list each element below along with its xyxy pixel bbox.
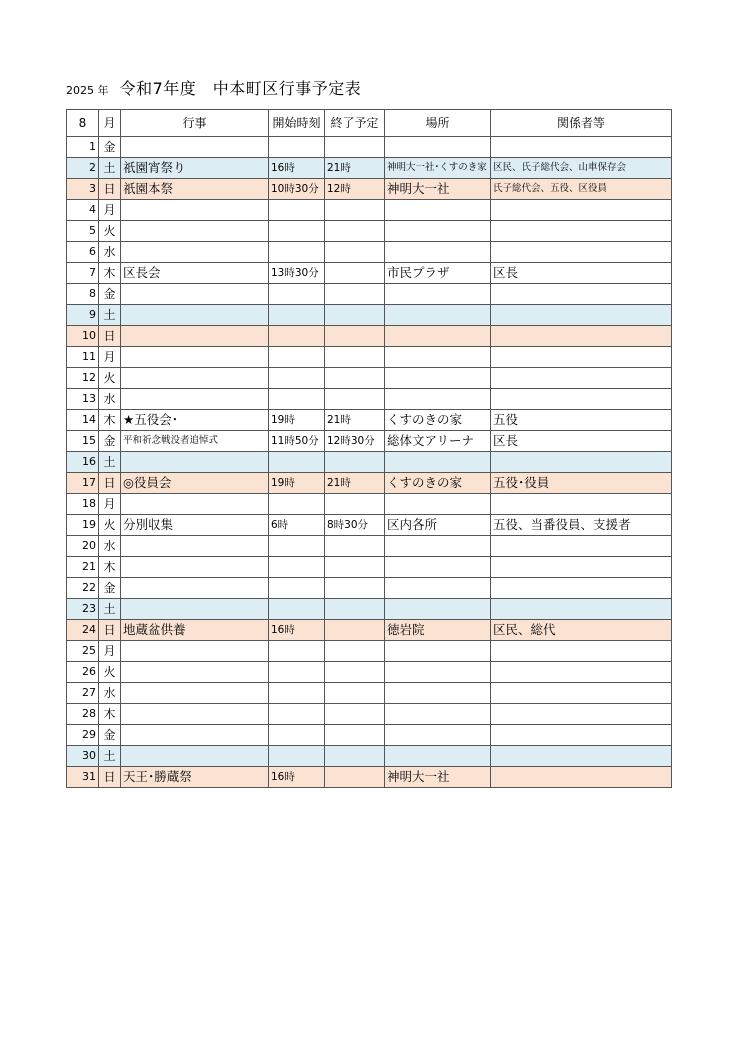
day-cell: 7 xyxy=(67,263,99,284)
table-row xyxy=(67,326,672,347)
place-cell xyxy=(385,347,491,368)
people-cell xyxy=(491,200,672,221)
people-cell: 区民、総代 xyxy=(491,620,672,641)
place-cell xyxy=(385,746,491,767)
day-cell: 10 xyxy=(67,326,99,347)
people-cell xyxy=(491,221,672,242)
start-time-cell xyxy=(269,389,325,410)
day-cell: 25 xyxy=(67,641,99,662)
weekday-cell: 月 xyxy=(99,347,121,368)
event-cell: 区長会 xyxy=(121,263,269,284)
weekday-cell: 金 xyxy=(99,137,121,158)
start-time-cell xyxy=(269,536,325,557)
day-cell: 5 xyxy=(67,221,99,242)
weekday-cell: 日 xyxy=(99,620,121,641)
people-cell xyxy=(491,368,672,389)
event-cell: ★五役会･ xyxy=(121,410,269,431)
event-cell xyxy=(121,578,269,599)
people-cell xyxy=(491,536,672,557)
place-cell xyxy=(385,725,491,746)
weekday-cell: 土 xyxy=(99,746,121,767)
event-cell xyxy=(121,746,269,767)
start-time-cell xyxy=(269,221,325,242)
people-cell xyxy=(491,599,672,620)
event-cell: 祇園本祭 xyxy=(121,179,269,200)
event-header: 行事 xyxy=(121,110,269,137)
place-cell xyxy=(385,452,491,473)
table-row xyxy=(67,683,672,704)
event-cell xyxy=(121,305,269,326)
day-cell: 28 xyxy=(67,704,99,725)
end-time-cell xyxy=(325,200,385,221)
end-time-cell: 21時 xyxy=(325,158,385,179)
start-time-cell xyxy=(269,725,325,746)
day-cell: 29 xyxy=(67,725,99,746)
weekday-cell: 月 xyxy=(99,200,121,221)
start-time-cell xyxy=(269,662,325,683)
event-cell: ◎役員会 xyxy=(121,473,269,494)
end-time-cell: 12時30分 xyxy=(325,431,385,452)
end-time-cell xyxy=(325,704,385,725)
table-row xyxy=(67,746,672,767)
end-time-cell xyxy=(325,578,385,599)
table-row xyxy=(67,431,672,452)
people-cell: 五役･役員 xyxy=(491,473,672,494)
place-cell: 神明大一社･くすのき家 xyxy=(385,158,491,179)
weekday-cell: 木 xyxy=(99,557,121,578)
weekday-cell: 水 xyxy=(99,242,121,263)
people-cell xyxy=(491,725,672,746)
day-cell: 26 xyxy=(67,662,99,683)
event-cell xyxy=(121,599,269,620)
weekday-cell: 日 xyxy=(99,179,121,200)
table-row xyxy=(67,200,672,221)
event-cell: 地蔵盆供養 xyxy=(121,620,269,641)
people-cell xyxy=(491,557,672,578)
event-cell: 祇園宵祭り xyxy=(121,158,269,179)
event-cell xyxy=(121,494,269,515)
weekday-cell: 木 xyxy=(99,410,121,431)
weekday-cell: 日 xyxy=(99,326,121,347)
end-time-cell xyxy=(325,557,385,578)
event-cell xyxy=(121,137,269,158)
end-time-cell xyxy=(325,767,385,788)
start-header: 開始時刻 xyxy=(269,110,325,137)
start-time-cell: 19時 xyxy=(269,473,325,494)
place-cell xyxy=(385,242,491,263)
start-time-cell xyxy=(269,137,325,158)
start-time-cell xyxy=(269,347,325,368)
end-time-cell xyxy=(325,368,385,389)
weekday-cell: 木 xyxy=(99,704,121,725)
table-row xyxy=(67,725,672,746)
weekday-cell: 日 xyxy=(99,473,121,494)
day-cell: 30 xyxy=(67,746,99,767)
day-cell: 9 xyxy=(67,305,99,326)
title-year: 2025 年 xyxy=(66,84,109,97)
day-cell: 4 xyxy=(67,200,99,221)
weekday-cell: 土 xyxy=(99,599,121,620)
weekday-cell: 土 xyxy=(99,452,121,473)
people-cell: 五役 xyxy=(491,410,672,431)
table-row xyxy=(67,179,672,200)
place-cell: 神明大一社 xyxy=(385,767,491,788)
table-row xyxy=(67,389,672,410)
place-cell xyxy=(385,326,491,347)
people-cell xyxy=(491,137,672,158)
people-cell xyxy=(491,704,672,725)
start-time-cell xyxy=(269,305,325,326)
table-row xyxy=(67,452,672,473)
table-row xyxy=(67,137,672,158)
place-cell xyxy=(385,494,491,515)
start-time-cell: 16時 xyxy=(269,620,325,641)
weekday-cell: 月 xyxy=(99,641,121,662)
end-time-cell xyxy=(325,494,385,515)
day-cell: 24 xyxy=(67,620,99,641)
day-cell: 23 xyxy=(67,599,99,620)
weekday-header: 月 xyxy=(99,110,121,137)
end-time-cell xyxy=(325,347,385,368)
end-time-cell xyxy=(325,137,385,158)
people-cell xyxy=(491,452,672,473)
end-time-cell xyxy=(325,221,385,242)
table-row xyxy=(67,557,672,578)
end-header: 終了予定 xyxy=(325,110,385,137)
weekday-cell: 火 xyxy=(99,368,121,389)
people-cell xyxy=(491,347,672,368)
people-cell xyxy=(491,389,672,410)
end-time-cell xyxy=(325,725,385,746)
weekday-cell: 月 xyxy=(99,494,121,515)
end-time-cell xyxy=(325,263,385,284)
weekday-cell: 金 xyxy=(99,431,121,452)
end-time-cell xyxy=(325,746,385,767)
end-time-cell xyxy=(325,662,385,683)
end-time-cell xyxy=(325,305,385,326)
people-cell: 区長 xyxy=(491,263,672,284)
event-cell xyxy=(121,641,269,662)
day-cell: 20 xyxy=(67,536,99,557)
people-cell: 区長 xyxy=(491,431,672,452)
table-row xyxy=(67,620,672,641)
place-cell: 総体文アリーナ xyxy=(385,431,491,452)
start-time-cell xyxy=(269,494,325,515)
people-cell: 五役、当番役員、支援者 xyxy=(491,515,672,536)
weekday-cell: 水 xyxy=(99,683,121,704)
event-cell xyxy=(121,704,269,725)
place-cell: 市民プラザ xyxy=(385,263,491,284)
people-cell xyxy=(491,242,672,263)
people-cell xyxy=(491,641,672,662)
people-cell xyxy=(491,326,672,347)
end-time-cell xyxy=(325,452,385,473)
day-cell: 8 xyxy=(67,284,99,305)
people-cell xyxy=(491,767,672,788)
day-cell: 31 xyxy=(67,767,99,788)
event-cell xyxy=(121,242,269,263)
table-row xyxy=(67,494,672,515)
weekday-cell: 水 xyxy=(99,536,121,557)
event-cell: 分別収集 xyxy=(121,515,269,536)
event-cell xyxy=(121,683,269,704)
end-time-cell: 12時 xyxy=(325,179,385,200)
day-cell: 2 xyxy=(67,158,99,179)
place-cell: くすのきの家 xyxy=(385,473,491,494)
event-cell xyxy=(121,368,269,389)
place-cell xyxy=(385,536,491,557)
start-time-cell: 19時 xyxy=(269,410,325,431)
day-cell: 12 xyxy=(67,368,99,389)
place-cell xyxy=(385,662,491,683)
event-cell xyxy=(121,200,269,221)
start-time-cell: 13時30分 xyxy=(269,263,325,284)
start-time-cell: 16時 xyxy=(269,767,325,788)
table-row xyxy=(67,641,672,662)
start-time-cell: 10時30分 xyxy=(269,179,325,200)
start-time-cell xyxy=(269,368,325,389)
day-cell: 27 xyxy=(67,683,99,704)
place-cell xyxy=(385,599,491,620)
table-row xyxy=(67,578,672,599)
place-cell: 神明大一社 xyxy=(385,179,491,200)
place-cell xyxy=(385,557,491,578)
day-cell: 22 xyxy=(67,578,99,599)
month-header: 8 xyxy=(67,110,99,137)
start-time-cell xyxy=(269,242,325,263)
day-cell: 11 xyxy=(67,347,99,368)
end-time-cell xyxy=(325,683,385,704)
event-cell xyxy=(121,662,269,683)
day-cell: 18 xyxy=(67,494,99,515)
event-cell xyxy=(121,725,269,746)
table-row xyxy=(67,515,672,536)
weekday-cell: 土 xyxy=(99,305,121,326)
table-row xyxy=(67,242,672,263)
document-title xyxy=(66,76,361,99)
table-row xyxy=(67,536,672,557)
place-cell xyxy=(385,704,491,725)
weekday-cell: 木 xyxy=(99,263,121,284)
table-row xyxy=(67,410,672,431)
table-row xyxy=(67,158,672,179)
start-time-cell xyxy=(269,683,325,704)
table-row xyxy=(67,221,672,242)
people-cell: 氏子総代会、五役、区役員 xyxy=(491,179,672,200)
weekday-cell: 火 xyxy=(99,662,121,683)
place-cell: くすのきの家 xyxy=(385,410,491,431)
event-cell xyxy=(121,221,269,242)
event-cell xyxy=(121,284,269,305)
event-cell xyxy=(121,452,269,473)
weekday-cell: 日 xyxy=(99,767,121,788)
event-cell: 天王･勝蔵祭 xyxy=(121,767,269,788)
event-cell xyxy=(121,347,269,368)
header-row xyxy=(67,110,672,137)
weekday-cell: 土 xyxy=(99,158,121,179)
table-row xyxy=(67,284,672,305)
end-time-cell xyxy=(325,284,385,305)
people-cell: 区民、氏子総代会、山車保存会 xyxy=(491,158,672,179)
day-cell: 15 xyxy=(67,431,99,452)
weekday-cell: 火 xyxy=(99,221,121,242)
start-time-cell: 6時 xyxy=(269,515,325,536)
day-cell: 21 xyxy=(67,557,99,578)
start-time-cell xyxy=(269,578,325,599)
start-time-cell xyxy=(269,704,325,725)
people-cell xyxy=(491,284,672,305)
day-cell: 13 xyxy=(67,389,99,410)
people-cell xyxy=(491,305,672,326)
title-main: 令和7年度 中本町区行事予定表 xyxy=(119,79,362,98)
people-cell xyxy=(491,746,672,767)
table-row xyxy=(67,704,672,725)
end-time-cell: 21時 xyxy=(325,410,385,431)
place-cell xyxy=(385,389,491,410)
end-time-cell xyxy=(325,389,385,410)
place-cell xyxy=(385,368,491,389)
place-cell xyxy=(385,578,491,599)
day-cell: 14 xyxy=(67,410,99,431)
place-header: 場所 xyxy=(385,110,491,137)
end-time-cell: 8時30分 xyxy=(325,515,385,536)
table-row xyxy=(67,263,672,284)
table-row xyxy=(67,305,672,326)
event-cell: 平和祈念戦没者追悼式 xyxy=(121,431,269,452)
weekday-cell: 金 xyxy=(99,578,121,599)
end-time-cell xyxy=(325,326,385,347)
start-time-cell xyxy=(269,326,325,347)
place-cell xyxy=(385,137,491,158)
people-cell xyxy=(491,578,672,599)
table-row xyxy=(67,368,672,389)
people-cell xyxy=(491,662,672,683)
start-time-cell xyxy=(269,452,325,473)
place-cell xyxy=(385,284,491,305)
start-time-cell xyxy=(269,284,325,305)
start-time-cell: 16時 xyxy=(269,158,325,179)
start-time-cell xyxy=(269,200,325,221)
weekday-cell: 金 xyxy=(99,725,121,746)
event-cell xyxy=(121,536,269,557)
event-cell xyxy=(121,389,269,410)
start-time-cell xyxy=(269,599,325,620)
start-time-cell xyxy=(269,557,325,578)
place-cell: 徳岩院 xyxy=(385,620,491,641)
place-cell xyxy=(385,200,491,221)
event-cell xyxy=(121,557,269,578)
place-cell xyxy=(385,641,491,662)
weekday-cell: 水 xyxy=(99,389,121,410)
day-cell: 17 xyxy=(67,473,99,494)
end-time-cell xyxy=(325,620,385,641)
place-cell xyxy=(385,221,491,242)
table-row xyxy=(67,767,672,788)
weekday-cell: 金 xyxy=(99,284,121,305)
event-cell xyxy=(121,326,269,347)
table-row xyxy=(67,599,672,620)
end-time-cell: 21時 xyxy=(325,473,385,494)
people-cell xyxy=(491,683,672,704)
start-time-cell: 11時50分 xyxy=(269,431,325,452)
start-time-cell xyxy=(269,746,325,767)
end-time-cell xyxy=(325,536,385,557)
day-cell: 3 xyxy=(67,179,99,200)
end-time-cell xyxy=(325,242,385,263)
table-row xyxy=(67,347,672,368)
day-cell: 1 xyxy=(67,137,99,158)
day-cell: 16 xyxy=(67,452,99,473)
people-header: 関係者等 xyxy=(491,110,672,137)
start-time-cell xyxy=(269,641,325,662)
weekday-cell: 火 xyxy=(99,515,121,536)
schedule-table xyxy=(66,109,672,788)
table-row xyxy=(67,473,672,494)
place-cell xyxy=(385,683,491,704)
end-time-cell xyxy=(325,641,385,662)
place-cell: 区内各所 xyxy=(385,515,491,536)
place-cell xyxy=(385,305,491,326)
day-cell: 6 xyxy=(67,242,99,263)
table-row xyxy=(67,662,672,683)
people-cell xyxy=(491,494,672,515)
schedule-body xyxy=(67,137,672,788)
day-cell: 19 xyxy=(67,515,99,536)
end-time-cell xyxy=(325,599,385,620)
